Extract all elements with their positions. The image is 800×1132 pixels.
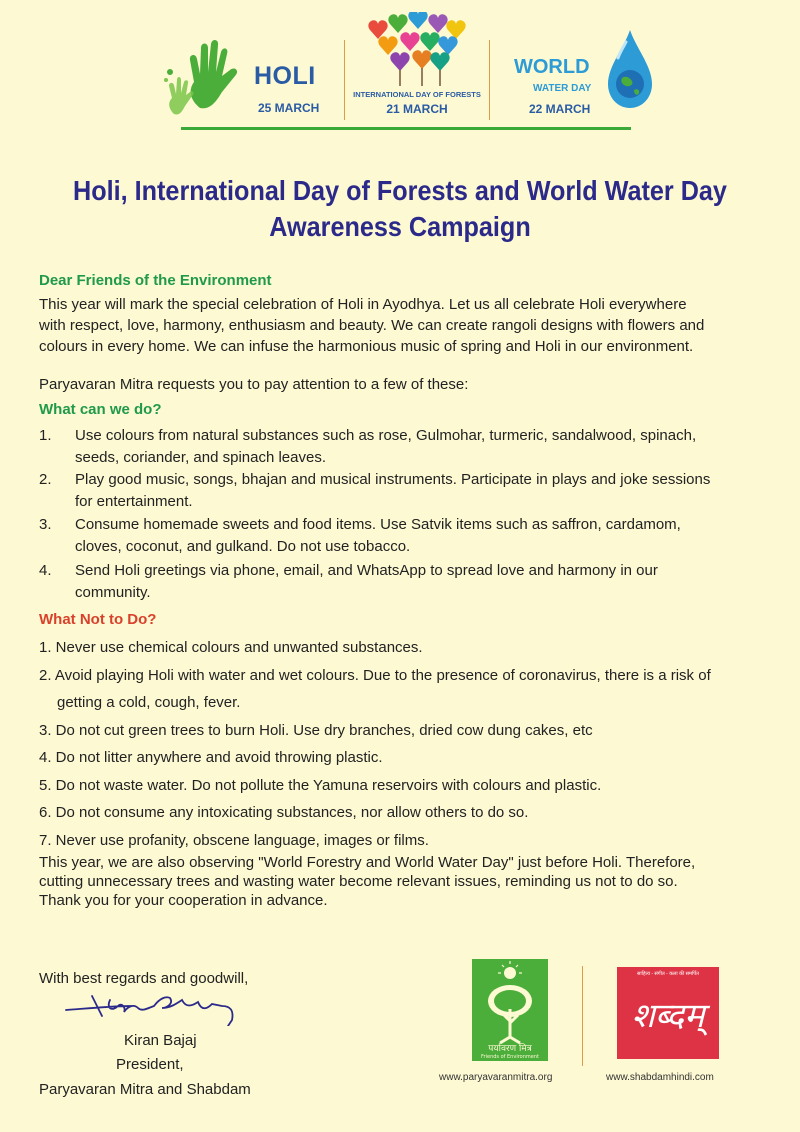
dont-heading: What Not to Do?	[39, 611, 157, 628]
do-item-line: cloves, coconut, and gulkand. Do not use tobacco.	[75, 538, 411, 555]
water-day-subtitle: WATER DAY	[533, 83, 592, 94]
do-item-line: Consume homemade sweets and food items. Use Satvik items such as saffron, cardamom,	[75, 516, 681, 533]
intro-paragraph	[39, 294, 761, 357]
shabdam-logo	[617, 967, 719, 1059]
do-item-line: community.	[75, 584, 151, 601]
do-item-line: for entertainment.	[75, 493, 193, 510]
handprint-icon	[160, 30, 255, 120]
dont-item-continued: getting a cold, cough, fever.	[57, 694, 241, 711]
forests-date: 21 MARCH	[386, 102, 448, 116]
dont-item: 4. Do not litter anywhere and avoid throwing plastic.	[39, 749, 383, 766]
holi-title: HOLI	[254, 62, 316, 90]
dont-item: 7. Never use profanity, obscene language, images or films.	[39, 832, 429, 849]
header-logos	[0, 0, 800, 135]
dont-item: 6. Do not consume any intoxicating substances, nor allow others to do so.	[39, 804, 529, 821]
pm-english-label: Friends of Environment	[481, 1054, 539, 1060]
heart-trees-icon	[360, 12, 470, 88]
do-item-line: Play good music, songs, bhajan and musical instruments. Participate in plays and joke sessions	[75, 471, 711, 488]
do-item-line: seeds, coriander, and spinach leaves.	[75, 449, 326, 466]
forests-title: INTERNATIONAL DAY OF FORESTS	[353, 90, 481, 99]
signer-name: Kiran Bajaj	[124, 1032, 197, 1049]
handwritten-signature	[62, 986, 242, 1026]
do-item-number: 4.	[39, 562, 52, 579]
page-title-line1: Holi, International Day of Forests and World Water Day	[73, 175, 727, 206]
do-item-line: Send Holi greetings via phone, email, and WhatsApp to spread love and harmony in our	[75, 562, 658, 579]
closing-line: Thank you for your cooperation in advance.	[39, 892, 328, 909]
do-heading: What can we do?	[39, 401, 162, 418]
signer-role: President,	[116, 1056, 184, 1073]
paryavaran-mitra-logo	[472, 959, 548, 1061]
pm-hindi-label: पर्यावरण मित्र	[488, 1044, 532, 1054]
closing-line: cutting unnecessary trees and wasting water become relevant issues, reminding us not to do so.	[39, 873, 678, 890]
water-day-date: 22 MARCH	[529, 102, 591, 116]
header-divider	[344, 40, 345, 120]
do-item-line: Use colours from natural substances such as rose, Gulmohar, turmeric, sandalwood, spinach,	[75, 427, 697, 444]
shabdam-url: www.shabdamhindi.com	[606, 1072, 714, 1083]
dont-item: 1. Never use chemical colours and unwanted substances.	[39, 639, 423, 656]
header-rule	[181, 127, 631, 130]
header-divider	[489, 40, 490, 120]
shabdam-wordmark: शब्दम्	[631, 996, 705, 1036]
greeting-heading: Dear Friends of the Environment	[39, 272, 272, 289]
dont-item: 3. Do not cut green trees to burn Holi. Use dry branches, dried cow dung cakes, etc	[39, 722, 593, 739]
intro-line: colours in every home. We can infuse the harmonious music of spring and Holi in our environment.	[39, 338, 694, 355]
footer-divider	[582, 966, 583, 1066]
request-text: Paryavaran Mitra requests you to pay attention to a few of these:	[39, 376, 469, 393]
do-item-number: 1.	[39, 427, 52, 444]
dont-item: 2. Avoid playing Holi with water and wet colours. Due to the presence of coronavirus, there is a risk of	[39, 667, 711, 684]
water-drop-globe-icon	[604, 28, 656, 110]
do-item-number: 3.	[39, 516, 52, 533]
do-item-number: 2.	[39, 471, 52, 488]
closing-line: This year, we are also observing "World Forestry and World Water Day" just before Holi. Therefore,	[39, 854, 696, 871]
intro-line: This year will mark the special celebration of Holi in Ayodhya. Let us all celebrate Holi everywhere	[39, 296, 687, 313]
signer-organization: Paryavaran Mitra and Shabdam	[39, 1081, 251, 1098]
dont-item: 5. Do not waste water. Do not pollute the Yamuna reservoirs with colours and plastic.	[39, 777, 602, 794]
paryavaran-mitra-url: www.paryavaranmitra.org	[439, 1072, 553, 1083]
intro-line: with respect, love, harmony, enthusiasm and beauty. We can create rangoli designs with flowers and	[39, 317, 705, 334]
page-title-line2: Awareness Campaign	[269, 211, 531, 242]
closing-paragraph	[39, 853, 761, 910]
holi-date: 25 MARCH	[258, 101, 320, 115]
world-title: WORLD	[514, 56, 590, 78]
regards-text: With best regards and goodwill,	[39, 970, 249, 987]
shabdam-tagline: साहित्य - संगीत - कला की समर्पित	[637, 971, 699, 977]
